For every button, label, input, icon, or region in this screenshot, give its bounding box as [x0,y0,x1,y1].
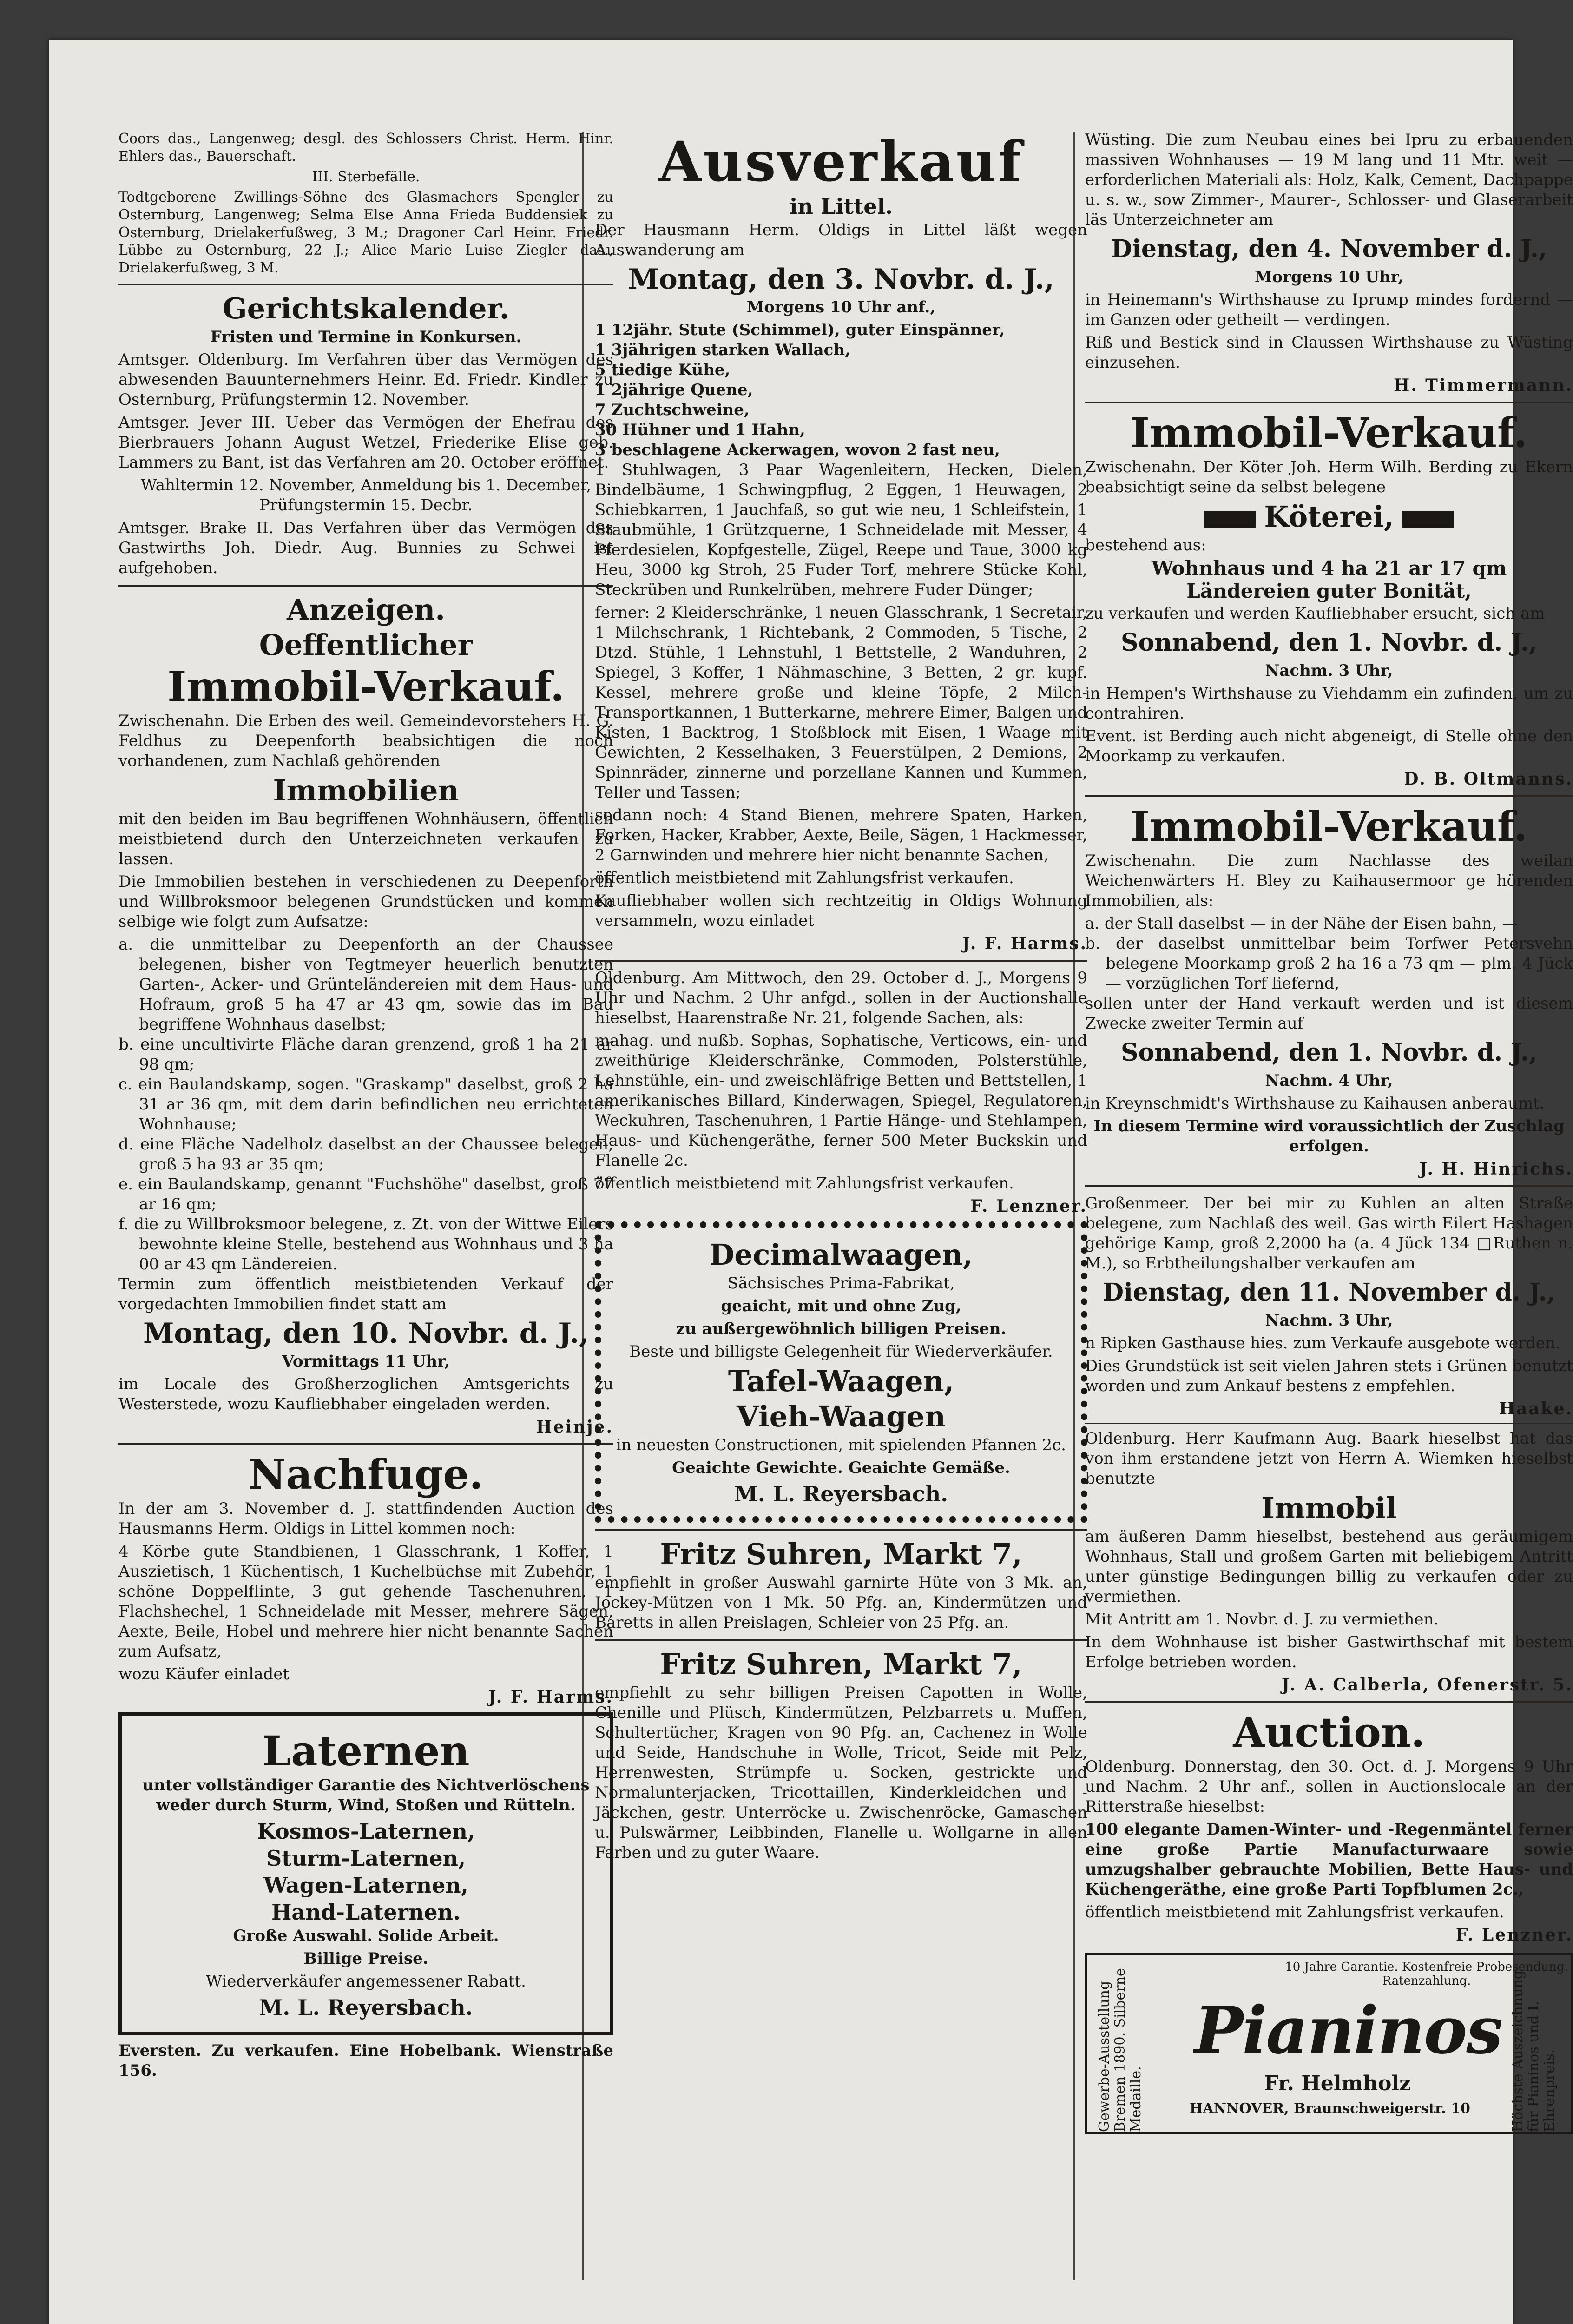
ad-text: öffentlich meistbietend mit Zahlungsfrist verkaufen. [595,869,1014,887]
ad-text: Oldenburg. Donnerstag, den 30. Oct. d. J. Morgens 9 Uhr und Nachm. 2 Uhr anf., sollen in Auctionslocale an der Ritterstraße hieselbst: [1085,1757,1573,1816]
court-notice: Amtsger. Brake II. Das Verfahren über das Vermögen des Gastwirths Joh. Diedr. Aug. Bunnies zu Schwei ist aufgehoben. [118,519,613,577]
small-ad: Eversten. Zu verkaufen. Eine Hobelbank. Wienstraße 156. [118,2041,613,2080]
ad-text: 4 Körbe gute Standbienen, 1 Glasschrank, 1 Koffer, 1 Auszietisch, 1 Küchentisch, 1 Kuchelbüchse mit Zubehör, 1 schöne Doppelflinte, 3 gut gehende Taschenuhren, 1 Flachshechel, 1 Schneidelade mit Messer, mehrere Sägen, Aexte, Beile, Hobel und mehrere hier nicht benannte Sachen zum Aufsatz, [118,1542,613,1661]
list-item: c. ein Baulandskamp, sogen. "Graskamp" daselbst, groß 2 ha 31 ar 36 qm, mit dem darin befindlichen neu errichteten Wohnhause; [118,1075,613,1134]
pianos-top-text: 10 Jahre Garantie. Kostenfreie Probesendung. Ratenzahlung. [1285,1960,1568,1988]
tafel-waagen-heading: Tafel-Waagen, [728,1364,954,1398]
list-item: 1 2jährige Quene, [595,381,753,399]
ad-text: Wüsting. Die zum Neubau eines bei Ipru zu erbauenden massiven Wohnhauses — 19 M lang und 11 Mtr. weit — erforderlichen Materiali als: Holz, Kalk, Cement, Dachpappe u. s. w., sow Zimmer-, Maurer-, Schlosser- und Glaserarbeit läs Unterzeichneter am [1085,131,1573,229]
vieh-waagen-heading: Vieh-Waagen [737,1400,946,1433]
ad-text: sollen unter der Hand verkauft werden und ist diesem Zwecke zweiter Termin auf [1085,994,1573,1033]
ad-text: 1 Stuhlwagen, 3 Paar Wagenleitern, Hecken, Dielen, Bindelbäume, 1 Schwingpflug, 2 Eggen, 1 Heuwagen, 2 Schiebkarren, 1 Jauchfaß, so gut wie neu, 1 Schleifstein, 1 Staubmühle, 1 Grützquerne, 1 Schneidelade mit Messer, 4 Pferdesielen, Kopfgestelle, Zügel, Reepe und Taue, 3000 kg Heu, 3000 kg Stroh, 25 Fuder Torf, mehrere Stücke Kohl, Steckrüben und Runkelrüben, mehrere Fuder Dünger; [595,461,1087,599]
divider [118,585,613,587]
ad-text: In der am 3. November d. J. stattfindenden Auction des Hausmanns Herm. Oldigs in Littel kommen noch: [118,1499,613,1538]
ad-text: sodann noch: 4 Stand Bienen, mehrere Spaten, Harken, Forken, Hacker, Krabber, Aexte, Beile, Sägen, 1 Hackmesser, 2 Garnwinden und mehrere hier nicht benannte Sachen, [595,806,1087,865]
ad-text: im Locale des Großherzoglichen Amtsgerichts zu Westerstede, wozu Kaufliebhaber eingeladen werden. [118,1375,613,1413]
ad-text: Oldenburg. Am Mittwoch, den 29. October d. J., Morgens 9 Uhr und Nachm. 2 Uhr anfgd., sollen in der Auctionshalle hieselbst, Haarenstraße Nr. 21, folgende Sachen, als: [595,969,1087,1027]
lantern-type: Kosmos-Laternen, [257,1819,475,1844]
koeterei-label: Köterei, [1264,500,1394,534]
laternen-title: Laternen [262,1727,470,1775]
divider [595,960,1087,962]
ad-text: Der Hausmann Herm. Oldigs in Littel läßt wegen Auswanderung am [595,221,1087,259]
ad-text: unter vollständiger Garantie des Nichtverlöschens weder durch Sturm, Wind, Stoßen und Rütteln. [142,1776,590,1815]
divider [1085,1185,1573,1187]
laternen-ad [118,1712,613,2035]
lantern-type: Hand-Laternen. [271,1900,461,1925]
advertiser-name: M. L. Reyersbach. [734,1481,948,1506]
decimalwaagen-ad [595,1221,1087,1523]
pointing-hand-icon [1204,511,1256,528]
nachfuge-title: Nachfuge. [248,1450,483,1499]
divider [1085,795,1573,797]
auction-time: Nachm. 3 Uhr, [1265,661,1393,680]
ad-text: in Heinemann's Wirthshause zu Ipruмp mindes fordernd — im Ganzen oder getheilt — verdingen. [1085,290,1573,329]
list-item: a. die unmittelbar zu Deepenforth an der Chaussee belegenen, bisher von Tegtmeyer heuerlich benutzten Garten-, Acker- und Grünteländereien mit dem Haus- und Hofraum, groß 5 ha 47 ar 43 qm, sowie das im Bau begriffene Wohnhaus daselbst; [118,935,613,1034]
decimalwaagen-title: Decimalwaagen, [709,1238,973,1272]
ad-text: Mit Antritt am 1. Novbr. d. J. zu vermiethen. [1085,1610,1439,1629]
gerichtskalender-title: Gerichtskalender. [222,291,510,325]
pointing-hand-icon [1402,511,1454,528]
immobilien-heading: Immobilien [273,773,459,807]
auction-time: Morgens 10 Uhr, [1254,268,1404,286]
ad-text: zu außergewöhnlich billigen Preisen. [676,1320,1007,1338]
list-item: 3 beschlagene Ackerwagen, wovon 2 fast neu, [595,441,1000,459]
divider [1085,402,1573,403]
signature: J. A. Calberla, Ofenerstr. 5. [1281,1675,1573,1695]
immobil-verkauf-title: Immobil-Verkauf. [1130,802,1528,851]
divider [595,1529,1087,1531]
list-item: 1 12jähr. Stute (Schimmel), guter Einspänner, [595,321,1005,339]
pianos-left-text: Gewerbe-Ausstellung Bremen 1890. Silberne Medaille. [1096,1968,1144,2132]
advertiser-name: M. L. Reyersbach. [259,1995,473,2020]
auction-date: Montag, den 10. Novbr. d. J., [143,1317,589,1350]
ad-text: Riß und Bestick sind in Claussen Wirthshause zu Wüsting einzusehen. [1085,333,1573,372]
ad-text: geaicht, mit und ohne Zug, [721,1297,961,1315]
ad-text: in Hempen's Wirthshause zu Viehdamm ein zufinden, um zu contrahiren. [1085,684,1573,723]
sterbefaelle-heading: III. Sterbefälle. [312,169,420,185]
court-notice: Amtsger. Oldenburg. Im Verfahren über das Vermögen des abwesenden Bauunternehmers Heinr. Ed. Friedr. Kindler zu Osternburg, Prüfungstermin 12. November. [118,350,613,409]
ad-text: bestehend aus: [1085,536,1206,555]
ad-text: Oldenburg. Herr Kaufmann Aug. Baark hieselbst hat das von ihm erstandene jetzt von Herrn A. Wiemken hieselbst benutzte [1085,1429,1573,1488]
ad-text: Dies Grundstück ist seit vielen Jahren stets i Grünen benutzt worden und zum Ankauf bestens z empfehlen. [1085,1357,1573,1395]
ausverkauf-subtitle: in Littel. [789,194,893,219]
signature: F. Lenzner. [1455,1925,1573,1945]
auction-date: Sonnabend, den 1. Novbr. d. J., [1120,628,1538,657]
ausverkauf-title: Ausverkauf [658,129,1024,194]
ad-text: wozu Käufer einladet [118,1665,290,1684]
auction-date: Dienstag, den 4. November d. J., [1111,235,1547,263]
gerichtskalender-subtitle: Fristen und Termine in Konkursen. [210,328,522,346]
ad-text: öffentlich meistbietend mit Zahlungsfrist verkaufen. [595,1174,1014,1193]
parcel-list [118,935,613,1274]
auction-title: Auction. [1233,1708,1425,1756]
signature: D. B. Oltmanns. [1404,769,1573,789]
ad-text: Zwischenahn. Die zum Nachlasse des weilan Weichenwärters H. Bley zu Kaihausermoor ge hörenden Immobilien, als: [1085,852,1573,910]
register-entry: Todtgeborene Zwillings-Söhne des Glasmachers Spengler zu Osternburg, Langenweg; Selma Else Anna Frieda Buddensiek zu Osternburg, Drielakerfußweg, 3 M.; Dragoner Carl Heinr. Friedr. Lübbe zu Osternburg, 22 J.; Alice Marie Luise Ziegler das., Drielakerfußweg, 3 M. [118,189,613,276]
ad-text: öffentlich meistbietend mit Zahlungsfrist verkaufen. [1085,1903,1504,1921]
divider [595,1639,1087,1641]
signature: J. F. Harms. [962,934,1087,953]
ad-text: Event. ist Berding auch nicht abgeneigt, di Stelle ohne den Moorkamp zu verkaufen. [1085,727,1573,766]
parcel-list [1085,914,1573,994]
list-item: b. der daselbst unmittelbar beim Torfwer Petersvehn belegene Moorkamp groß 2 ha 16 a 73 qm — plm. 4 Jück — vorzüglichen Torf liefernd, [1085,934,1573,993]
signature: Heinje. [536,1417,613,1437]
divider [1085,1701,1573,1703]
ad-text: mit den beiden im Bau begriffenen Wohnhäusern, öffentlich meistbietend durch den Unterzeichneten verkaufen zu lassen. [118,810,613,868]
ad-text: empfiehlt in großer Auswahl garnirte Hüte von 3 Mk. an, Jockey-Mützen von 1 Mk. 50 Pfg. an, Kindermützen und Baretts in allen Preislagen, Schleier von 25 Pfg. an. [595,1573,1087,1632]
court-notice: Wahltermin 12. November, Anmeldung bis 1. December, Prüfungstermin 15. Decbr. [140,476,592,515]
register-entry: Coors das., Langenweg; desgl. des Schlossers Christ. Herm. Hinr. Ehlers das., Bauerschaft. [118,131,613,165]
ad-text: In dem Wohnhause ist bisher Gastwirthschaf mit bestem Erfolge betrieben worden. [1085,1633,1573,1671]
ad-text: Kaufliebhaber wollen sich rechtzeitig in Oldigs Wohnung versammeln, wozu einladet [595,891,1087,930]
ad-text: Wohnhaus und 4 ha 21 ar 17 qm [1151,557,1507,580]
anzeigen-title: Anzeigen. [287,593,445,627]
ad-text: Großenmeer. Der bei mir zu Kuhlen an alten Straße belegene, zum Nachlaß des weil. Gas wirth Eilert Hashagen gehörige Kamp, groß 2,2000 ha (a. 4 Jück 134 □Ruthen n. M.), so Erbtheilungshalber verkaufen am [1085,1194,1573,1273]
ad-text: Wiederverkäufer angemessener Rabatt. [206,1972,526,1991]
divider [118,284,613,285]
divider [1085,1423,1573,1424]
auction-date: Montag, den 3. Novbr. d. J., [628,263,1054,296]
list-item: b. eine uncultivirte Fläche daran grenzend, groß 1 ha 21 ar 98 qm; [118,1035,613,1074]
livestock-list [595,320,1087,460]
pianos-address: HANNOVER, Braunschweigerstr. 10 [1190,2100,1470,2117]
ad-text: 100 elegante Damen-Winter- und -Regenmäntel ferner eine große Partie Manufacturwaare sowie umzugshalber gebrauchte Mobilien, Bette Haus- und Küchengeräthe, eine große Parti Topfblumen 2c., [1085,1820,1573,1899]
lantern-type: Wagen-Laternen, [263,1873,468,1898]
auction-date: Dienstag, den 11. November d. J., [1102,1278,1556,1307]
list-item: f. die zu Willbroksmoor belegene, z. Zt. von der Wittwe Eilers bewohnte kleine Stelle, bestehend aus Wohnhaus und 3 ha 00 ar 43 qm Ländereien. [118,1215,613,1274]
ad-text: Termin zum öffentlich meistbietenden Verkauf der vorgedachten Immobilien findet statt am [118,1275,613,1314]
list-item: a. der Stall daselbst — in der Nähe der Eisen bahn, — [1085,914,1518,933]
signature: F. Lenzner. [970,1196,1087,1216]
pianos-right-text: Höchste Auszeichnung für Pianinos und I. Ehrenpreis. [1510,1970,1558,2132]
ad-text: Zwischenahn. Der Köter Joh. Herm Wilh. Berding zu Ekern beabsichtigt seine da selbst belegene [1085,458,1573,496]
pianos-wordmark: Pianinos [1194,1993,1502,2069]
ad-text: Sächsisches Prima-Fabrikat, [727,1274,955,1293]
column-2 [595,130,1087,1866]
list-item: 5 tiedige Kühe, [595,361,731,379]
auction-time: Nachm. 4 Uhr, [1265,1071,1393,1090]
court-notice: Amtsger. Jever III. Ueber das Vermögen der Ehefrau des Bierbrauers Johann August Wetzel, Friederike Elise geb. Lammers zu Bant, ist das Verfahren am 20. October eröffnet. [118,413,613,472]
auction-time: Vormittags 11 Uhr, [282,1352,450,1371]
ad-text: n Ripken Gasthause hies. zum Verkaufe ausgebote werden. [1085,1334,1560,1353]
ad-text: zu verkaufen und werden Kaufliebhaber ersucht, sich am [1085,604,1545,623]
ad-text: am äußeren Damm hieselbst, bestehend aus geräumigem Wohnhaus, Stall und großem Garten mit beliebigem Antritt unter günstige Bedingungen billig zu verkaufen oder zu vermiethen. [1085,1527,1573,1606]
ad-text: Beste und billigste Gelegenheit für Wiederverkäufer. [629,1342,1053,1361]
ad-text: empfiehlt zu sehr billigen Preisen Capotten in Wolle, Chenille und Plüsch, Kindermützen, Pelzbarrets u. Muffen, Schultertücher, Kragen von 90 Pfg. an, Cachenez in Wolle und Seide, Handschuhe in Wolle, Tricot, Seide mit Pelz, Herrenwesten, Strümpfe u. Socken, gestrickte und Normalunterjacken, Tricottaillen, Kinderkleidchen und -Jäckchen, gestr. Unterröcke u. Zwischenröcke, Gamaschen u. Pulswärmer, Leibbinden, Flanelle u. Wollgarne in allen Farben und zu guter Waare. [595,1684,1087,1862]
list-item: 30 Hühner und 1 Hahn, [595,421,805,439]
ad-text: in Kreynschmidt's Wirthshause zu Kaihausen anberaumt. [1085,1094,1545,1113]
signature: J. H. Hinrichs. [1419,1159,1573,1179]
list-item: 1 3jährigen starken Wallach, [595,341,850,359]
newspaper-page [49,40,1573,2324]
immobil-heading: Immobil [1261,1491,1397,1525]
auction-time: Nachm. 3 Uhr, [1265,1311,1393,1330]
ad-text: in neuesten Constructionen, mit spielenden Pfannen 2c. [616,1436,1066,1454]
ad-text: Geaichte Gewichte. Geaichte Gemäße. [672,1459,1010,1477]
immobil-verkauf-title: Immobil-Verkauf. [1130,409,1528,457]
auction-date: Sonnabend, den 1. Novbr. d. J., [1120,1038,1538,1067]
ad-text: Billige Preise. [303,1949,428,1968]
auction-time: Morgens 10 Uhr anf., [746,298,936,317]
fritz-suhren-title: Fritz Suhren, Markt 7, [660,1537,1022,1571]
oeffentlicher-heading: Oeffentlicher [259,628,473,662]
signature: J. F. Harms. [488,1687,613,1707]
ad-text: Die Immobilien bestehen in verschiedenen zu Deepenforth und Willbroksmoor belegenen Grundstücken und kommen selbige wie folgt zum Aufsatze: [118,872,613,931]
list-item: d. eine Fläche Nadelholz daselbst an der Chaussee belegen, groß 5 ha 93 ar 35 qm; [118,1135,613,1174]
fritz-suhren-title: Fritz Suhren, Markt 7, [660,1647,1022,1681]
divider [118,1443,613,1445]
immobil-verkauf-title: Immobil-Verkauf. [167,662,565,711]
pianos-ad [1085,1953,1573,2134]
ad-text: ferner: 2 Kleiderschränke, 1 neuen Glasschrank, 1 Secretair, 1 Milchschrank, 1 Richtebank, 2 Commoden, 5 Tische, 2 Dtzd. Stühle, 1 Lehnstuhl, 1 Bettstelle, 2 Wanduhren, 2 Spiegel, 3 Koffer, 1 Nähmaschine, 3 Betten, 2 gr. kupf. Kessel, mehrere große und kleine Töpfe, 2 Milch-Transportkannen, 1 Butterkarne, mehrere Eimer, Balgen und Kisten, 1 Backtrog, 1 Stoßblock mit Eisen, 1 Waage mit Gewichten, 2 Kesselhaken, 3 Feuerstülpen, 2 Demions, 2 Spinnräder, zinnerne und porzellane Kannen und Kummen, Teller und Tassen; [595,603,1087,802]
column-3 [1085,130,1573,2134]
list-item: e. ein Baulandskamp, genannt "Fuchshöhe" daselbst, groß 77 ar 16 qm; [118,1175,613,1214]
koeterei-heading [1085,500,1573,534]
signature: Haake. [1499,1399,1573,1419]
signature: H. Timmermann. [1394,376,1573,395]
ad-text: Ländereien guter Bonität, [1186,580,1472,602]
lantern-type: Sturm-Laternen, [266,1846,466,1871]
ad-text: In diesem Termine wird voraussichtlich der Zuschlag erfolgen. [1093,1117,1565,1155]
list-item: 7 Zuchtschweine, [595,401,750,419]
ad-text: mahag. und nußb. Sophas, Sophatische, Verticows, ein- und zweithürige Kleiderschränke, Commoden, Polsterstühle, Lehnstühle, ein- und zweischläfrige Betten und Bettstellen, 1 amerikanisches Billard, Kinderwagen, Spiegel, Regulatoren, Weckuhren, Taschenuhren, 1 Partie Hänge- und Stehlampen, Haus- und Küchengeräthe, ferner 500 Meter Buckskin und Flanelle 2c. [595,1031,1087,1170]
pianos-maker: Fr. Helmholz [1264,2072,1411,2095]
ad-text: Große Auswahl. Solide Arbeit. [233,1927,499,1945]
column-1 [118,130,613,2084]
ad-text: Zwischenahn. Die Erben des weil. Gemeindevorstehers H. G. Feldhus zu Deepenforth beabsichtigen die noch vorhandenen, zum Nachlaß gehörenden [118,712,613,770]
